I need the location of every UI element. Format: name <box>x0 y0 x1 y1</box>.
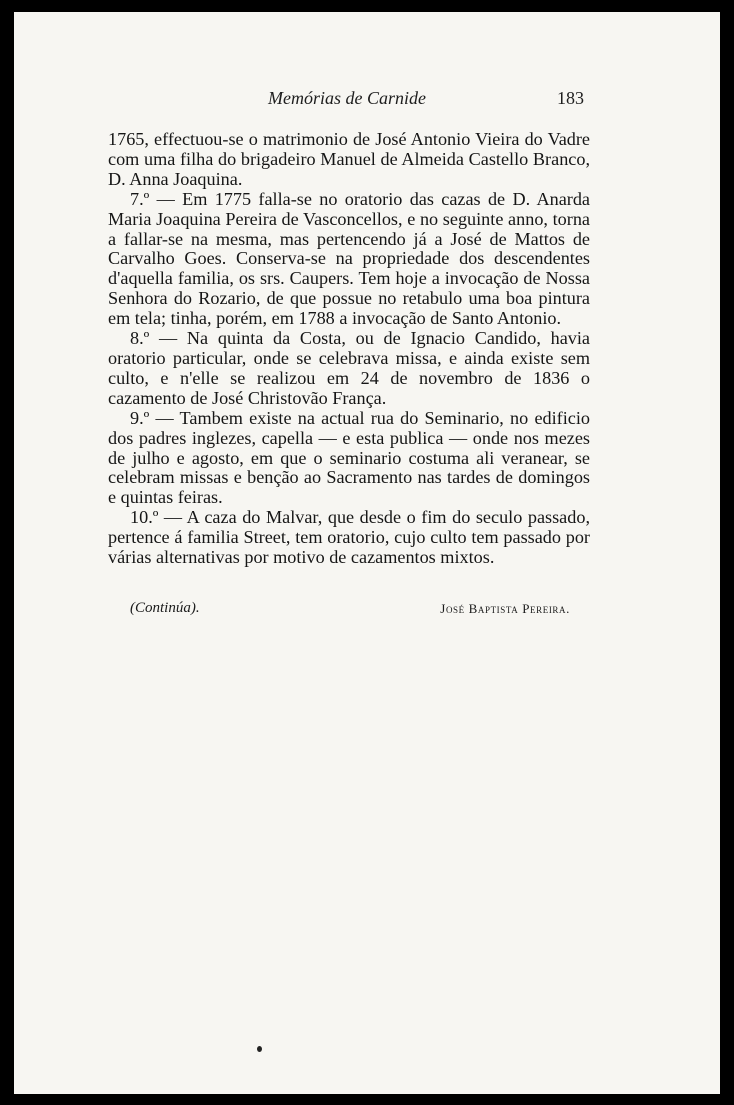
paragraph-item-7: 7.º — Em 1775 falla-se no oratorio das cazas de D. Anarda Maria Joaquina Pereira de Vasconcellos, e no seguinte anno, torna a fallar-se na mesma, mas pertencendo já a José de Mattos de Carvalho Goes. Conserva-se na propriedade dos descendentes d'aquella familia, os srs. Caupers. Tem hoje a invocação de Nossa Senhora do Rozario, de que possue no retabulo uma boa pintura em tela; tinha, porém, em 1788 a invocação de Santo Antonio. <box>108 188 590 329</box>
signoff <box>130 600 570 622</box>
ink-speck-icon <box>257 1046 262 1052</box>
book-page <box>14 12 720 1094</box>
paragraph-item-9: 9.º — Tambem existe na actual rua do Seminario, no edificio dos padres inglezes, capella — e esta publica — onde nos mezes de julho e agosto, em que o seminario costuma ali veranear, se celebram missas e benção ao Sacramento nas tardes de domingos e quintas feiras. <box>108 407 590 508</box>
author-signature: José Baptista Pereira. <box>440 601 570 616</box>
paragraph-item-10: 10.º — A caza do Malvar, que desde o fim do seculo passado, pertence á familia Street, tem oratorio, cujo culto tem passado por várias alternativas por motivo de cazamentos mixtos. <box>108 507 590 568</box>
paragraph-item-8: 8.º — Na quinta da Costa, ou de Ignacio Candido, havia oratorio particular, onde se celebrava missa, e ainda existe sem culto, e n'elle se realizou em 24 de novembro de 1836 o cazamento de José Christovão França. <box>108 328 590 408</box>
running-header <box>110 88 584 118</box>
body-text <box>108 130 590 568</box>
page-number: 183 <box>557 88 584 108</box>
continuation-note: (Continúa). <box>130 600 200 616</box>
running-title: Memórias de Carnide <box>268 88 426 108</box>
paragraph-continuation: 1765, effectuou-se o matrimonio de José Antonio Vieira do Vadre com uma filha do brigadeiro Manuel de Almeida Castello Branco, D. Anna Joaquina. <box>108 129 590 189</box>
